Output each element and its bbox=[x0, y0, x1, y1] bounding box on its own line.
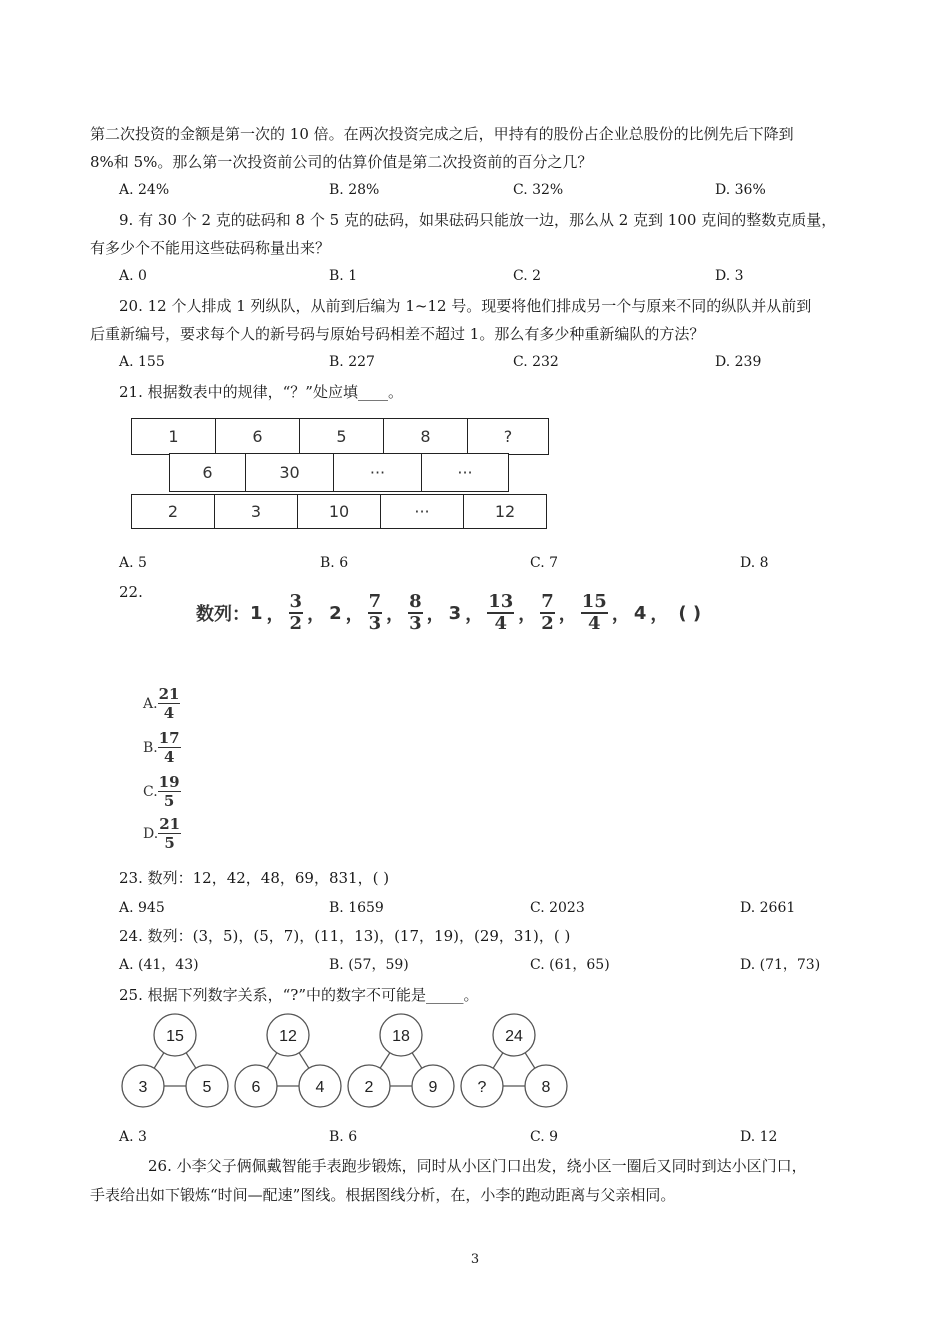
table-cell: 10 bbox=[298, 495, 381, 528]
q25-option-b: B. 6 bbox=[329, 1129, 358, 1145]
number-table-row-1 bbox=[131, 418, 549, 455]
page-number: 3 bbox=[470, 1252, 480, 1267]
q9-line2: 有多少个不能用这些砝码称量出来？ bbox=[90, 239, 331, 257]
connector-line bbox=[154, 1053, 164, 1068]
q24-option-b: B. (57，59) bbox=[329, 957, 409, 973]
q22-option-a bbox=[143, 685, 180, 722]
connector-line bbox=[380, 1053, 390, 1068]
denominator: 4 bbox=[494, 613, 507, 634]
triangle-diagram bbox=[235, 1014, 341, 1107]
node-value-top: 12 bbox=[279, 1028, 297, 1045]
option-label: C. bbox=[143, 783, 158, 800]
table-cell: 6 bbox=[216, 419, 300, 454]
table-cell: 5 bbox=[300, 419, 384, 454]
q9-option-d: D. 3 bbox=[715, 268, 744, 284]
separator: ， bbox=[345, 604, 364, 625]
q21-option-a: A. 5 bbox=[119, 555, 147, 571]
denominator: 2 bbox=[289, 613, 303, 634]
q23-option-d: D. 2661 bbox=[740, 900, 796, 916]
separator: ， bbox=[518, 604, 537, 625]
numerator: 17 bbox=[158, 729, 180, 747]
numerator: 13 bbox=[488, 591, 514, 612]
sequence-fraction bbox=[540, 592, 555, 634]
triangle-diagram bbox=[122, 1014, 228, 1107]
q22-number: 22. bbox=[119, 583, 143, 601]
q19-option-c: C. 32% bbox=[513, 182, 564, 198]
sequence-blank: ( ) bbox=[678, 602, 702, 624]
q20-option-d: D. 239 bbox=[715, 354, 762, 370]
triangle-diagram bbox=[461, 1014, 567, 1107]
option-fraction bbox=[158, 773, 181, 810]
numerator: 3 bbox=[289, 591, 303, 612]
denominator: 5 bbox=[163, 792, 175, 810]
table-cell: 3 bbox=[215, 495, 298, 528]
q22-prefix: 数列： bbox=[196, 604, 250, 625]
q21-option-c: C. 7 bbox=[530, 555, 559, 571]
separator: ， bbox=[386, 604, 405, 625]
q21-stem: 21. 根据数表中的规律，“？”处应填____。 bbox=[119, 383, 403, 401]
node-value-left: ? bbox=[477, 1079, 487, 1096]
node-value-right: 8 bbox=[541, 1079, 551, 1096]
table-cell: 12 bbox=[494, 502, 516, 521]
option-label: B. bbox=[143, 739, 158, 756]
table-cell: ··· bbox=[334, 454, 422, 491]
q22-option-d bbox=[143, 815, 181, 852]
option-fraction bbox=[158, 685, 181, 722]
denominator: 4 bbox=[163, 704, 175, 722]
number-table-row-2 bbox=[169, 453, 509, 492]
table-cell: 30 bbox=[246, 454, 334, 491]
node-value-left: 3 bbox=[138, 1079, 148, 1096]
node-value-right: 9 bbox=[428, 1079, 438, 1096]
denominator: 2 bbox=[541, 613, 554, 634]
numerator: 21 bbox=[158, 685, 180, 703]
q19-option-a: A. 24% bbox=[119, 182, 170, 198]
connector-line bbox=[299, 1053, 309, 1068]
node-value-top: 15 bbox=[166, 1028, 184, 1045]
q23-option-a: A. 945 bbox=[119, 900, 165, 916]
q24-option-d: D. (71，73) bbox=[740, 957, 821, 973]
option-label: A. bbox=[143, 695, 158, 712]
numerator: 7 bbox=[368, 591, 382, 612]
sequence-term: 2 bbox=[329, 602, 342, 624]
q21-option-b: B. 6 bbox=[320, 555, 349, 571]
q23-option-b: B. 1659 bbox=[329, 900, 384, 916]
q9-option-c: C. 2 bbox=[513, 268, 542, 284]
q19-line2: 8%和 5%。那么第一次投资前公司的估算价值是第二次投资前的百分之几？ bbox=[90, 153, 593, 171]
node-value-right: 5 bbox=[202, 1079, 212, 1096]
q24-option-c: C. (61，65) bbox=[530, 957, 610, 973]
node-value-left: 6 bbox=[251, 1079, 261, 1096]
q22-option-b bbox=[143, 729, 181, 766]
q19-option-b: B. 28% bbox=[329, 182, 380, 198]
q22-option-c bbox=[143, 773, 181, 810]
q26-line2: 手表给出如下锻炼“时间—配速”图线。根据图线分析，在，小李的跑动距离与父亲相同。 bbox=[90, 1186, 676, 1204]
numerator: 7 bbox=[541, 591, 554, 612]
sequence-term: 4 bbox=[633, 602, 647, 624]
numerator: 19 bbox=[158, 773, 180, 791]
node-value-top: 24 bbox=[505, 1028, 523, 1045]
q9-option-a: A. 0 bbox=[119, 268, 147, 284]
q20-line1: 20. 12 个人排成 1 列纵队，从前到后编为 1~12 号。现要将他们排成另一个与原来不同的纵队并从前到 bbox=[119, 297, 812, 315]
q23-option-c: C. 2023 bbox=[530, 900, 585, 916]
sequence-term: 1 bbox=[250, 602, 263, 624]
q19-option-d: D. 36% bbox=[715, 182, 766, 198]
connector-line bbox=[525, 1053, 535, 1068]
separator: ， bbox=[650, 604, 669, 625]
q25-triangle-diagrams bbox=[110, 1008, 580, 1112]
triangle-diagram bbox=[348, 1014, 454, 1107]
number-table-row-3 bbox=[131, 494, 547, 529]
separator: ， bbox=[426, 604, 445, 625]
q25-stem: 25. 根据下列数字关系，“?”中的数字不可能是_____。 bbox=[119, 986, 479, 1004]
q20-option-c: C. 232 bbox=[513, 354, 559, 370]
q19-line1: 第二次投资的金额是第一次的 10 倍。在两次投资完成之后，甲持有的股份占企业总股份的比例先后下降到 bbox=[90, 125, 794, 143]
node-value-right: 4 bbox=[315, 1079, 325, 1096]
separator: ， bbox=[558, 604, 577, 625]
separator: ， bbox=[266, 604, 285, 625]
table-cell: 1 bbox=[132, 419, 216, 454]
option-fraction bbox=[158, 729, 181, 766]
denominator: 4 bbox=[588, 613, 601, 634]
denominator: 5 bbox=[164, 834, 175, 852]
table-cell: 8 bbox=[384, 419, 468, 454]
denominator: 3 bbox=[368, 613, 382, 634]
q20-option-b: B. 227 bbox=[329, 354, 375, 370]
sequence-fraction bbox=[487, 592, 514, 634]
connector-line bbox=[493, 1053, 503, 1068]
sequence-fraction bbox=[289, 592, 304, 634]
q25-option-d: D. 12 bbox=[740, 1129, 778, 1145]
separator: ， bbox=[307, 604, 326, 625]
q20-option-a: A. 155 bbox=[119, 354, 165, 370]
q20-line2: 后重新编号，要求每个人的新号码与原始号码相差不超过 1。那么有多少种重新编队的方法？ bbox=[90, 325, 705, 343]
separator: ， bbox=[465, 604, 484, 625]
q25-option-c: C. 9 bbox=[530, 1129, 559, 1145]
table-cell: ··· bbox=[381, 495, 464, 528]
connector-line bbox=[267, 1053, 277, 1068]
option-label: D. bbox=[143, 825, 159, 842]
q25-option-a: A. 3 bbox=[119, 1129, 147, 1145]
q24-option-a: A. (41，43) bbox=[119, 957, 199, 973]
q22-sequence bbox=[196, 592, 701, 634]
table-cell: 2 bbox=[132, 495, 215, 528]
node-value-top: 18 bbox=[392, 1028, 410, 1045]
numerator: 15 bbox=[581, 591, 607, 612]
table-cell: ··· bbox=[457, 463, 473, 482]
sequence-term: 3 bbox=[448, 602, 462, 624]
denominator: 3 bbox=[409, 613, 422, 634]
q9-option-b: B. 1 bbox=[329, 268, 358, 284]
sequence-fraction bbox=[368, 592, 383, 634]
q9-line1: 9. 有 30 个 2 克的砝码和 8 个 5 克的砝码，如果砝码只能放一边，那么从 2 克到 100 克间的整数克质量， bbox=[119, 211, 837, 229]
connector-line bbox=[186, 1053, 196, 1068]
node-value-left: 2 bbox=[364, 1079, 374, 1096]
table-cell: ? bbox=[503, 427, 513, 446]
sequence-fraction bbox=[408, 592, 423, 634]
connector-line bbox=[412, 1053, 422, 1068]
option-fraction bbox=[158, 815, 181, 852]
q23-stem: 23. 数列：12，42，48，69，831，( ) bbox=[119, 869, 390, 887]
separator: ， bbox=[611, 604, 630, 625]
table-cell: 6 bbox=[170, 454, 246, 491]
numerator: 21 bbox=[159, 815, 181, 833]
sequence-fraction bbox=[581, 592, 608, 634]
q26-line1: 26. 小李父子俩佩戴智能手表跑步锻炼，同时从小区门口出发，绕小区一圈后又同时到达小区门口， bbox=[148, 1157, 807, 1175]
q21-option-d: D. 8 bbox=[740, 555, 769, 571]
denominator: 4 bbox=[163, 748, 175, 766]
numerator: 8 bbox=[409, 591, 422, 612]
q24-stem: 24. 数列：(3，5)，(5，7)，(11，13)，(17，19)，(29，31)，( ) bbox=[119, 927, 571, 945]
